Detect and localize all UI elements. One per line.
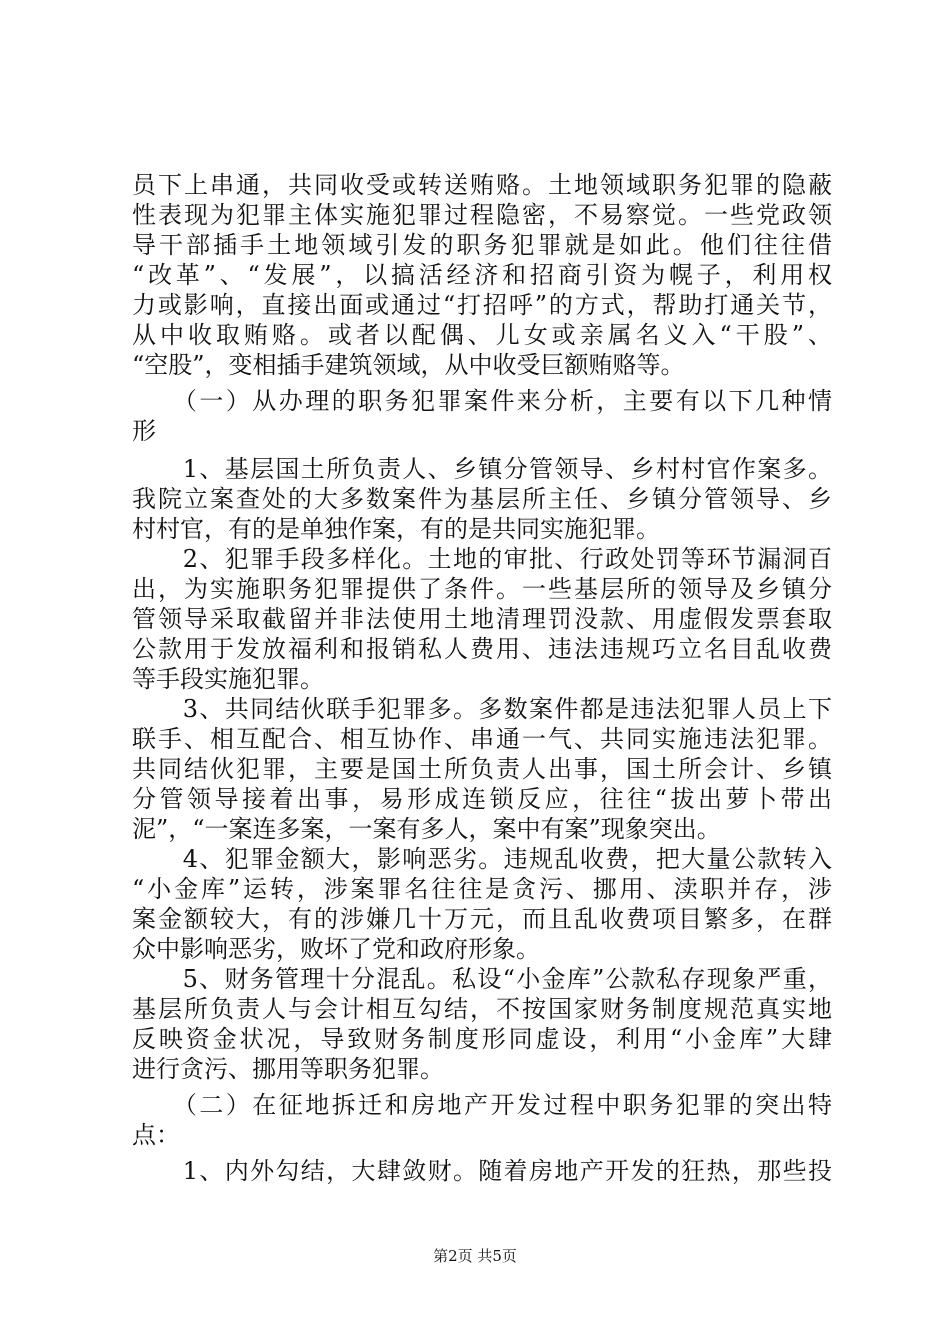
text-line: 村村官，有的是单独作案，有的是共同实施犯罪。 [132, 515, 660, 543]
text-line: 1、内外勾结，大肆敛财。随着房地产开发的狂热，那些投 [132, 1157, 832, 1185]
text-line: 形 [132, 417, 156, 445]
paragraph [132, 170, 832, 380]
text-line: 分管领导接着出事，易形成连锁反应，往往“拔出萝卜带出 [132, 785, 832, 813]
document-body [132, 170, 832, 1186]
text-line: 员下上串通，共同收受或转送贿赂。土地领域职务犯罪的隐蔽 [132, 171, 832, 199]
text-line: 5、财务管理十分混乱。私设“小金库”公款私存现象严重， [132, 965, 832, 993]
text-line: 泥”，“一案连多案，一案有多人，案中有案”现象突出。 [132, 815, 721, 843]
text-line: 我院立案查处的大多数案件为基层所主任、乡镇分管领导、乡 [132, 485, 832, 513]
text-line: 基层所负责人与会计相互勾结，不按国家财务制度规范真实地 [132, 995, 832, 1023]
text-line: 管领导采取截留并非法使用土地清理罚没款、用虚假发票套取 [132, 605, 832, 633]
paragraph [132, 694, 832, 844]
paragraph [132, 844, 832, 964]
text-line: 力或影响，直接出面或通过“打招呼”的方式，帮助打通关节， [132, 291, 832, 319]
page-footer [0, 1246, 950, 1266]
text-line: “小金库”运转，涉案罪名往往是贪污、挪用、渎职并存，涉 [132, 875, 832, 903]
text-line: 众中影响恶劣，败坏了党和政府形象。 [132, 935, 540, 963]
text-line: “改革”、“发展”，以搞活经济和招商引资为幌子，利用权 [132, 261, 832, 289]
text-line: 3、共同结伙联手犯罪多。多数案件都是违法犯罪人员上下 [132, 695, 832, 723]
text-line: 性表现为犯罪主体实施犯罪过程隐密，不易察觉。一些党政领 [132, 201, 832, 229]
text-line: 进行贪污、挪用等职务犯罪。 [132, 1055, 444, 1083]
text-line: 联手、相互配合、相互协作、串通一气、共同实施违法犯罪。 [132, 725, 832, 753]
text-line: 点： [132, 1121, 180, 1149]
page-number: 第2页 共5页 [433, 1247, 517, 1265]
paragraph [132, 544, 832, 694]
text-line: 出，为实施职务犯罪提供了条件。一些基层所的领导及乡镇分 [132, 575, 832, 603]
text-line: 共同结伙犯罪，主要是国土所负责人出事，国土所会计、乡镇 [132, 755, 832, 783]
text-line: （二）在征地拆迁和房地产开发过程中职务犯罪的突出特 [132, 1091, 832, 1119]
paragraph [132, 1156, 832, 1186]
text-line: 反映资金状况，导致财务制度形同虚设，利用“小金库”大肆 [132, 1025, 832, 1053]
text-line: （一）从办理的职务犯罪案件来分析，主要有以下几种情 [132, 387, 832, 415]
text-line: 公款用于发放福利和报销私人费用、违法违规巧立名目乱收费 [132, 635, 832, 663]
text-line: “空股”，变相插手建筑领域，从中收受巨额贿赂等。 [132, 351, 685, 379]
text-line: 2、犯罪手段多样化。土地的审批、行政处罚等环节漏洞百 [132, 545, 832, 573]
paragraph [132, 964, 832, 1084]
text-line: 4、犯罪金额大，影响恶劣。违规乱收费，把大量公款转入 [132, 845, 832, 873]
section-heading [132, 1090, 832, 1150]
text-line: 导干部插手土地领域引发的职务犯罪就是如此。他们往往借 [132, 231, 832, 259]
text-line: 等手段实施犯罪。 [132, 665, 324, 693]
paragraph [132, 454, 832, 544]
text-line: 案金额较大，有的涉嫌几十万元，而且乱收费项目繁多，在群 [132, 905, 832, 933]
text-line: 1、基层国土所负责人、乡镇分管领导、乡村村官作案多。 [132, 455, 832, 483]
text-line: 从中收取贿赂。或者以配偶、儿女或亲属名义入“干股”、 [132, 321, 832, 349]
section-heading [132, 386, 832, 446]
